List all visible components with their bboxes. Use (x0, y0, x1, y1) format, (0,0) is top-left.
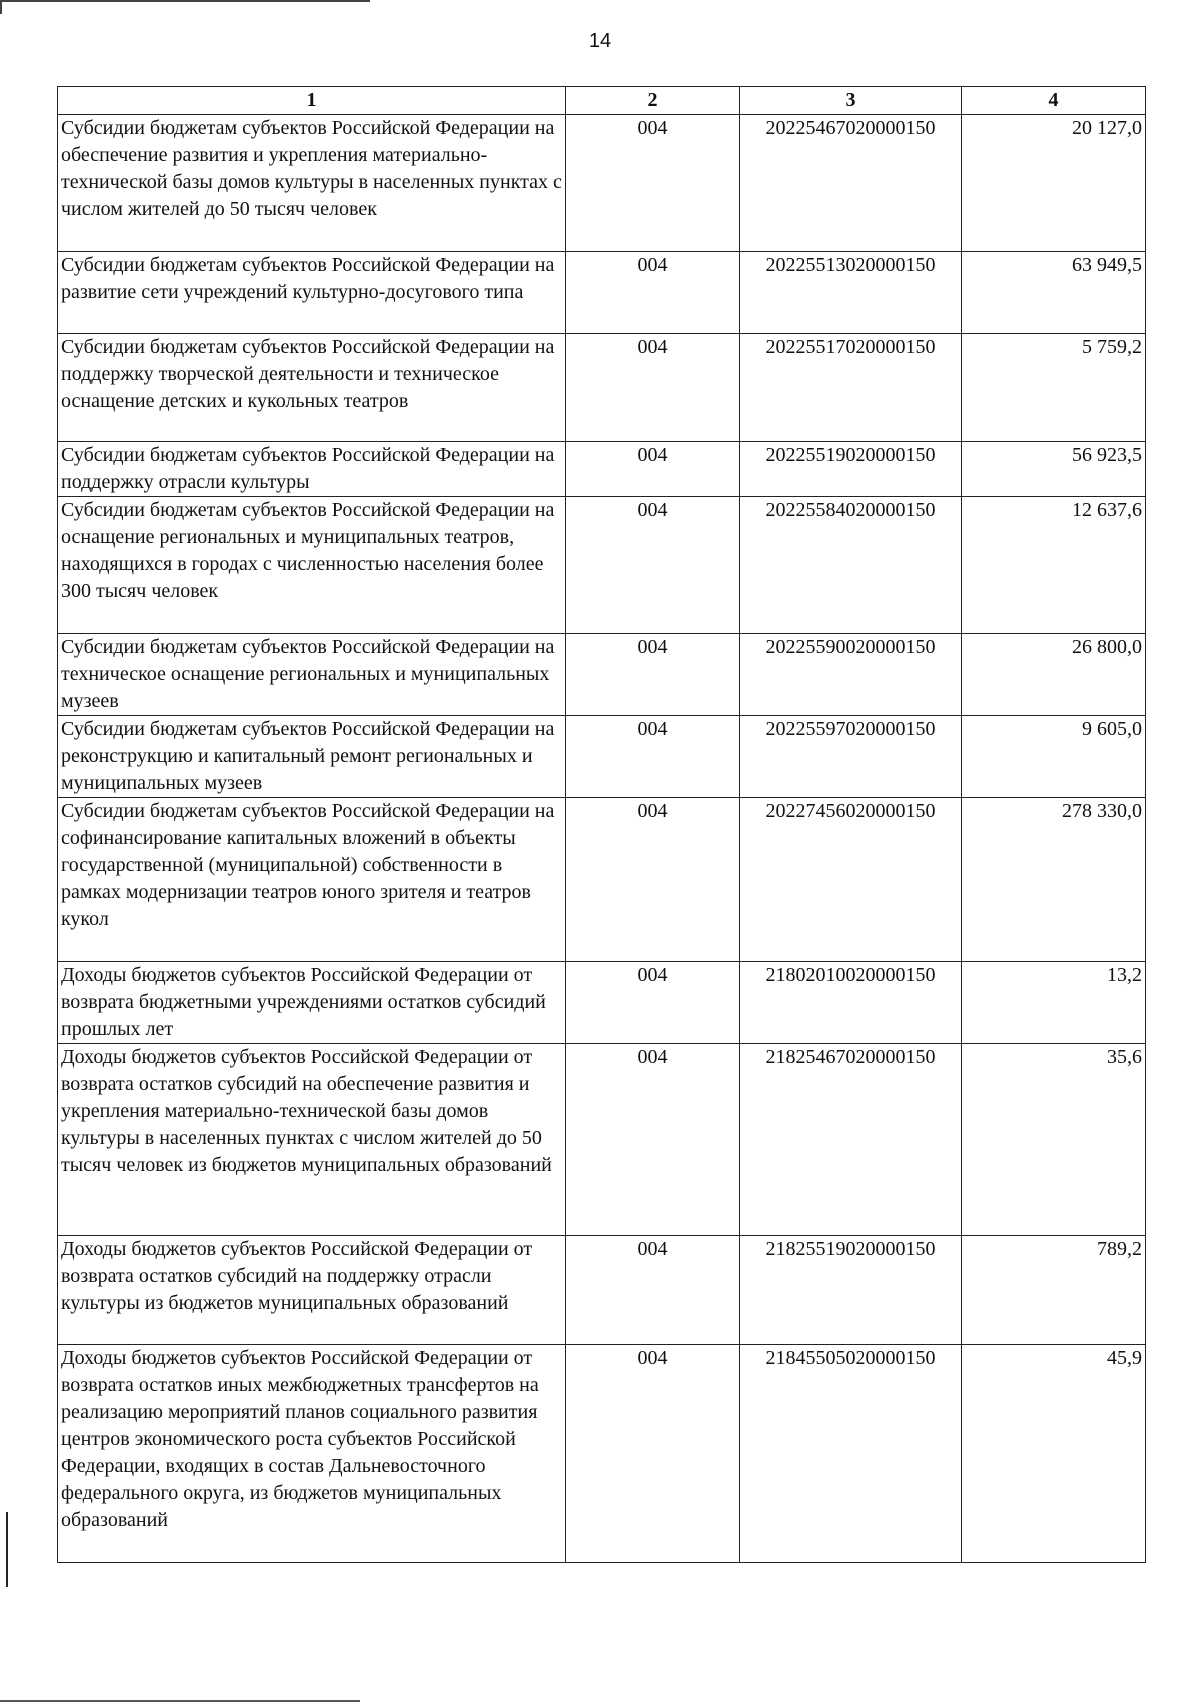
table-row (58, 115, 1146, 252)
classification-code-cell: 21802010020000150 (740, 962, 962, 1044)
table-row (58, 798, 1146, 962)
table-row (58, 252, 1146, 334)
column-header-2: 2 (566, 87, 740, 115)
admin-code-cell: 004 (566, 1044, 740, 1236)
table-row (58, 634, 1146, 716)
revenue-name-cell: Субсидии бюджетам субъектов Российской Федерации на развитие сети учреждений культурно-досугового типа (58, 252, 566, 334)
column-header-4: 4 (962, 87, 1146, 115)
classification-code-cell: 20225584020000150 (740, 497, 962, 634)
column-header-1: 1 (58, 87, 566, 115)
classification-code-cell: 21845505020000150 (740, 1345, 962, 1563)
revenue-name-cell: Доходы бюджетов субъектов Российской Федерации от возврата остатков субсидий на обеспечение развития и укрепления материально-технической базы домов культуры в населенных пунктах с числом жителей до 50 тысяч человек из бюджетов муниципальных образований (58, 1044, 566, 1236)
classification-code-cell: 21825467020000150 (740, 1044, 962, 1236)
revenue-name-cell: Доходы бюджетов субъектов Российской Федерации от возврата остатков иных межбюджетных трансфертов на реализацию мероприятий планов социального развития центров экономического роста субъектов Российской Федерации, входящих в состав Дальневосточного федерального округа, из бюджетов муниципальных образований (58, 1345, 566, 1563)
revenue-name-cell: Субсидии бюджетам субъектов Российской Федерации на техническое оснащение региональных и муниципальных музеев (58, 634, 566, 716)
table-row (58, 497, 1146, 634)
admin-code-cell: 004 (566, 798, 740, 962)
scan-edge-left (0, 0, 2, 14)
page-number: 14 (588, 30, 612, 52)
amount-cell: 5 759,2 (962, 334, 1146, 442)
classification-code-cell: 20225519020000150 (740, 442, 962, 497)
admin-code-cell: 004 (566, 442, 740, 497)
revenue-name-cell: Субсидии бюджетам субъектов Российской Федерации на поддержку творческой деятельности и техническое оснащение детских и кукольных театров (58, 334, 566, 442)
amount-cell: 56 923,5 (962, 442, 1146, 497)
column-header-3: 3 (740, 87, 962, 115)
classification-code-cell: 20225467020000150 (740, 115, 962, 252)
amount-cell: 789,2 (962, 1236, 1146, 1345)
table-row (58, 1044, 1146, 1236)
classification-code-cell: 21825519020000150 (740, 1236, 962, 1345)
scan-mark-left (6, 1512, 8, 1587)
table-row (58, 334, 1146, 442)
amount-cell: 20 127,0 (962, 115, 1146, 252)
table-row (58, 716, 1146, 798)
revenue-name-cell: Субсидии бюджетам субъектов Российской Федерации на софинансирование капитальных вложений в объекты государственной (муниципальной) собственности в рамках модернизации театров юного зрителя и театров кукол (58, 798, 566, 962)
admin-code-cell: 004 (566, 115, 740, 252)
amount-cell: 9 605,0 (962, 716, 1146, 798)
budget-revenue-table (57, 86, 1146, 1563)
admin-code-cell: 004 (566, 962, 740, 1044)
admin-code-cell: 004 (566, 334, 740, 442)
scan-edge-top (0, 0, 370, 2)
revenue-name-cell: Доходы бюджетов субъектов Российской Федерации от возврата бюджетными учреждениями остатков субсидий прошлых лет (58, 962, 566, 1044)
admin-code-cell: 004 (566, 497, 740, 634)
classification-code-cell: 20225590020000150 (740, 634, 962, 716)
amount-cell: 26 800,0 (962, 634, 1146, 716)
amount-cell: 45,9 (962, 1345, 1146, 1563)
revenue-name-cell: Субсидии бюджетам субъектов Российской Федерации на реконструкцию и капитальный ремонт региональных и муниципальных музеев (58, 716, 566, 798)
amount-cell: 63 949,5 (962, 252, 1146, 334)
revenue-name-cell: Субсидии бюджетам субъектов Российской Федерации на оснащение региональных и муниципальных театров, находящихся в городах с численностью населения более 300 тысяч человек (58, 497, 566, 634)
amount-cell: 35,6 (962, 1044, 1146, 1236)
amount-cell: 278 330,0 (962, 798, 1146, 962)
table-row (58, 962, 1146, 1044)
table-row (58, 1236, 1146, 1345)
revenue-name-cell: Субсидии бюджетам субъектов Российской Федерации на поддержку отрасли культуры (58, 442, 566, 497)
classification-code-cell: 20225597020000150 (740, 716, 962, 798)
classification-code-cell: 20227456020000150 (740, 798, 962, 962)
classification-code-cell: 20225517020000150 (740, 334, 962, 442)
admin-code-cell: 004 (566, 716, 740, 798)
table-row (58, 442, 1146, 497)
revenue-name-cell: Доходы бюджетов субъектов Российской Федерации от возврата остатков субсидий на поддержку отрасли культуры из бюджетов муниципальных образований (58, 1236, 566, 1345)
admin-code-cell: 004 (566, 1345, 740, 1563)
table-row (58, 1345, 1146, 1563)
revenue-name-cell: Субсидии бюджетам субъектов Российской Федерации на обеспечение развития и укрепления материально-технической базы домов культуры в населенных пунктах с числом жителей до 50 тысяч человек (58, 115, 566, 252)
table-header-row (58, 87, 1146, 115)
admin-code-cell: 004 (566, 634, 740, 716)
admin-code-cell: 004 (566, 252, 740, 334)
admin-code-cell: 004 (566, 1236, 740, 1345)
scan-edge-bottom (0, 1700, 360, 1702)
classification-code-cell: 20225513020000150 (740, 252, 962, 334)
amount-cell: 13,2 (962, 962, 1146, 1044)
amount-cell: 12 637,6 (962, 497, 1146, 634)
